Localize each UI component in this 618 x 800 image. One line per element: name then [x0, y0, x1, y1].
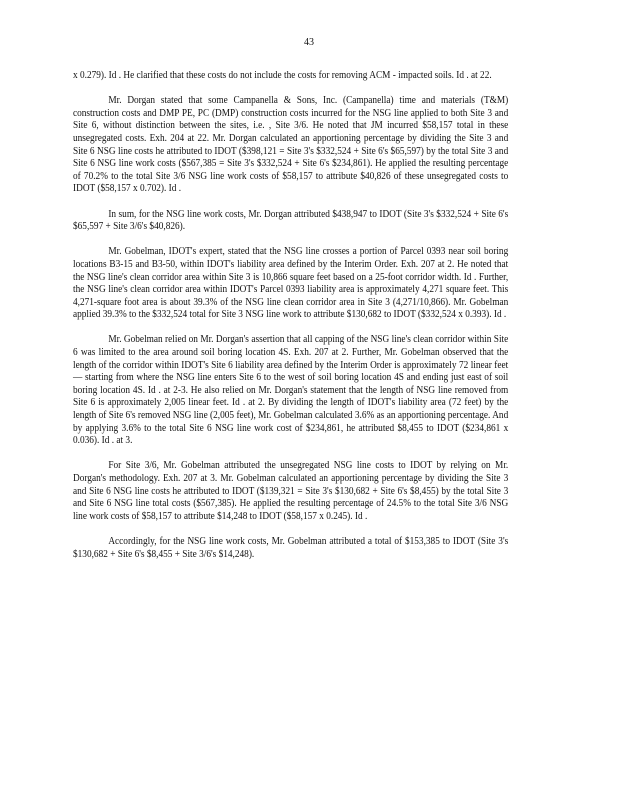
- document-body: [73, 70, 508, 574]
- paragraph-3: In sum, for the NSG line work costs, Mr. Dorgan attributed $438,947 to IDOT (Site 3's $332,524 + Site 6's $65,597 + Site 3/6's $40,826).: [73, 208, 509, 233]
- paragraph-4: Mr. Gobelman, IDOT's expert, stated that the NSG line crosses a portion of Parcel 0393 near soil boring locations B3-15 and B3-50, within IDOT's liability area defined by the Interim Order. Exh. 207 at 2. He noted that the NSG line's clean corridor area within Site 3 is 10,866 square feet based on a 25-foot corridor width. Id . Further, the NSG line's clean corridor area within IDOT's Parcel 0393 liability area is approximately 4,271 square feet. This 4,271-square foot area is about 39.3% of the NSG line clean corridor area in Site 3 (4,271/10,866). Mr. Gobelman applied 39.3% to the $332,524 total for Site 3 NSG line work to attribute $130,682 to IDOT ($332,524 x 0.393). Id .: [73, 246, 509, 321]
- paragraph-2: Mr. Dorgan stated that some Campanella & Sons, Inc. (Campanella) time and materials (T&M) construction costs and DMP PE, PC (DMP) construction costs incurred for the NSG line applied to both Site 3 and Site 6, without distinction between the sites, i.e. , Site 3/6. He noted that JM incurred $58,157 total in these unsegregated costs. Exh. 204 at 22. Mr. Dorgan calculated an apportioning percentage by dividing the Site 3 and Site 6 NSG line costs he attributed to IDOT ($398,121 = Site 3's $332,524 + Site 6's $65,597) by the total Site 3 and Site 6 NSG line work costs ($567,385 = Site 3's $332,524 + Site 6's $234,861). He applied the resulting percentage of 70.2% to the total Site 3/6 NSG line work costs of $58,157 to attribute $40,826 of these unsegregated costs to IDOT ($58,157 x 0.702). Id .: [73, 95, 509, 195]
- paragraph-6: For Site 3/6, Mr. Gobelman attributed the unsegregated NSG line costs to IDOT by relying on Mr. Dorgan's methodology. Exh. 207 at 3. Mr. Gobelman calculated an apportioning percentage by dividing the Site 3 and Site 6 NSG line costs he attributed to IDOT ($139,321 = Site 3's $130,682 + Site 6's $8,455) by the total Site 3 and Site 6 NSG line total costs ($567,385). He applied the resulting percentage of 24.5% to the total Site 3/6 NSG line work costs of $58,157 to attribute $14,248 to IDOT ($58,157 x 0.245). Id .: [73, 460, 509, 522]
- paragraph-5: Mr. Gobelman relied on Mr. Dorgan's assertion that all capping of the NSG line's clean corridor within Site 6 was limited to the area around soil boring location 4S. Exh. 207 at 2. Further, Mr. Gobelman observed that the length of the corridor within IDOT's Site 6 liability area defined by the Interim Order is approximately 72 linear feet — starting from where the NSG line enters Site 6 to the west of soil boring location 4S and ending just east of soil boring location 4S. Id . at 2-3. He also relied on Mr. Dorgan's statement that the length of NSG line removed from Site 6 is approximately 2,005 linear feet. Id . at 2. By dividing the length of IDOT's liability area (72 feet) by the length of Site 6's removed NSG line (2,005 feet), Mr. Gobelman calculated 3.6% as an apportioning percentage. And by applying 3.6% to the total Site 6 NSG line work cost of $234,861, he attributed $8,455 to IDOT ($234,861 x 0.036). Id . at 3.: [73, 334, 509, 447]
- paragraph-1: x 0.279). Id . He clarified that these costs do not include the costs for removing ACM - impacted soils. Id . at 22.: [73, 70, 492, 81]
- page-number: 43: [304, 37, 314, 48]
- paragraph-7: Accordingly, for the NSG line work costs, Mr. Gobelman attributed a total of $153,385 to IDOT (Site 3's $130,682 + Site 6's $8,455 + Site 3/6's $14,248).: [73, 535, 509, 560]
